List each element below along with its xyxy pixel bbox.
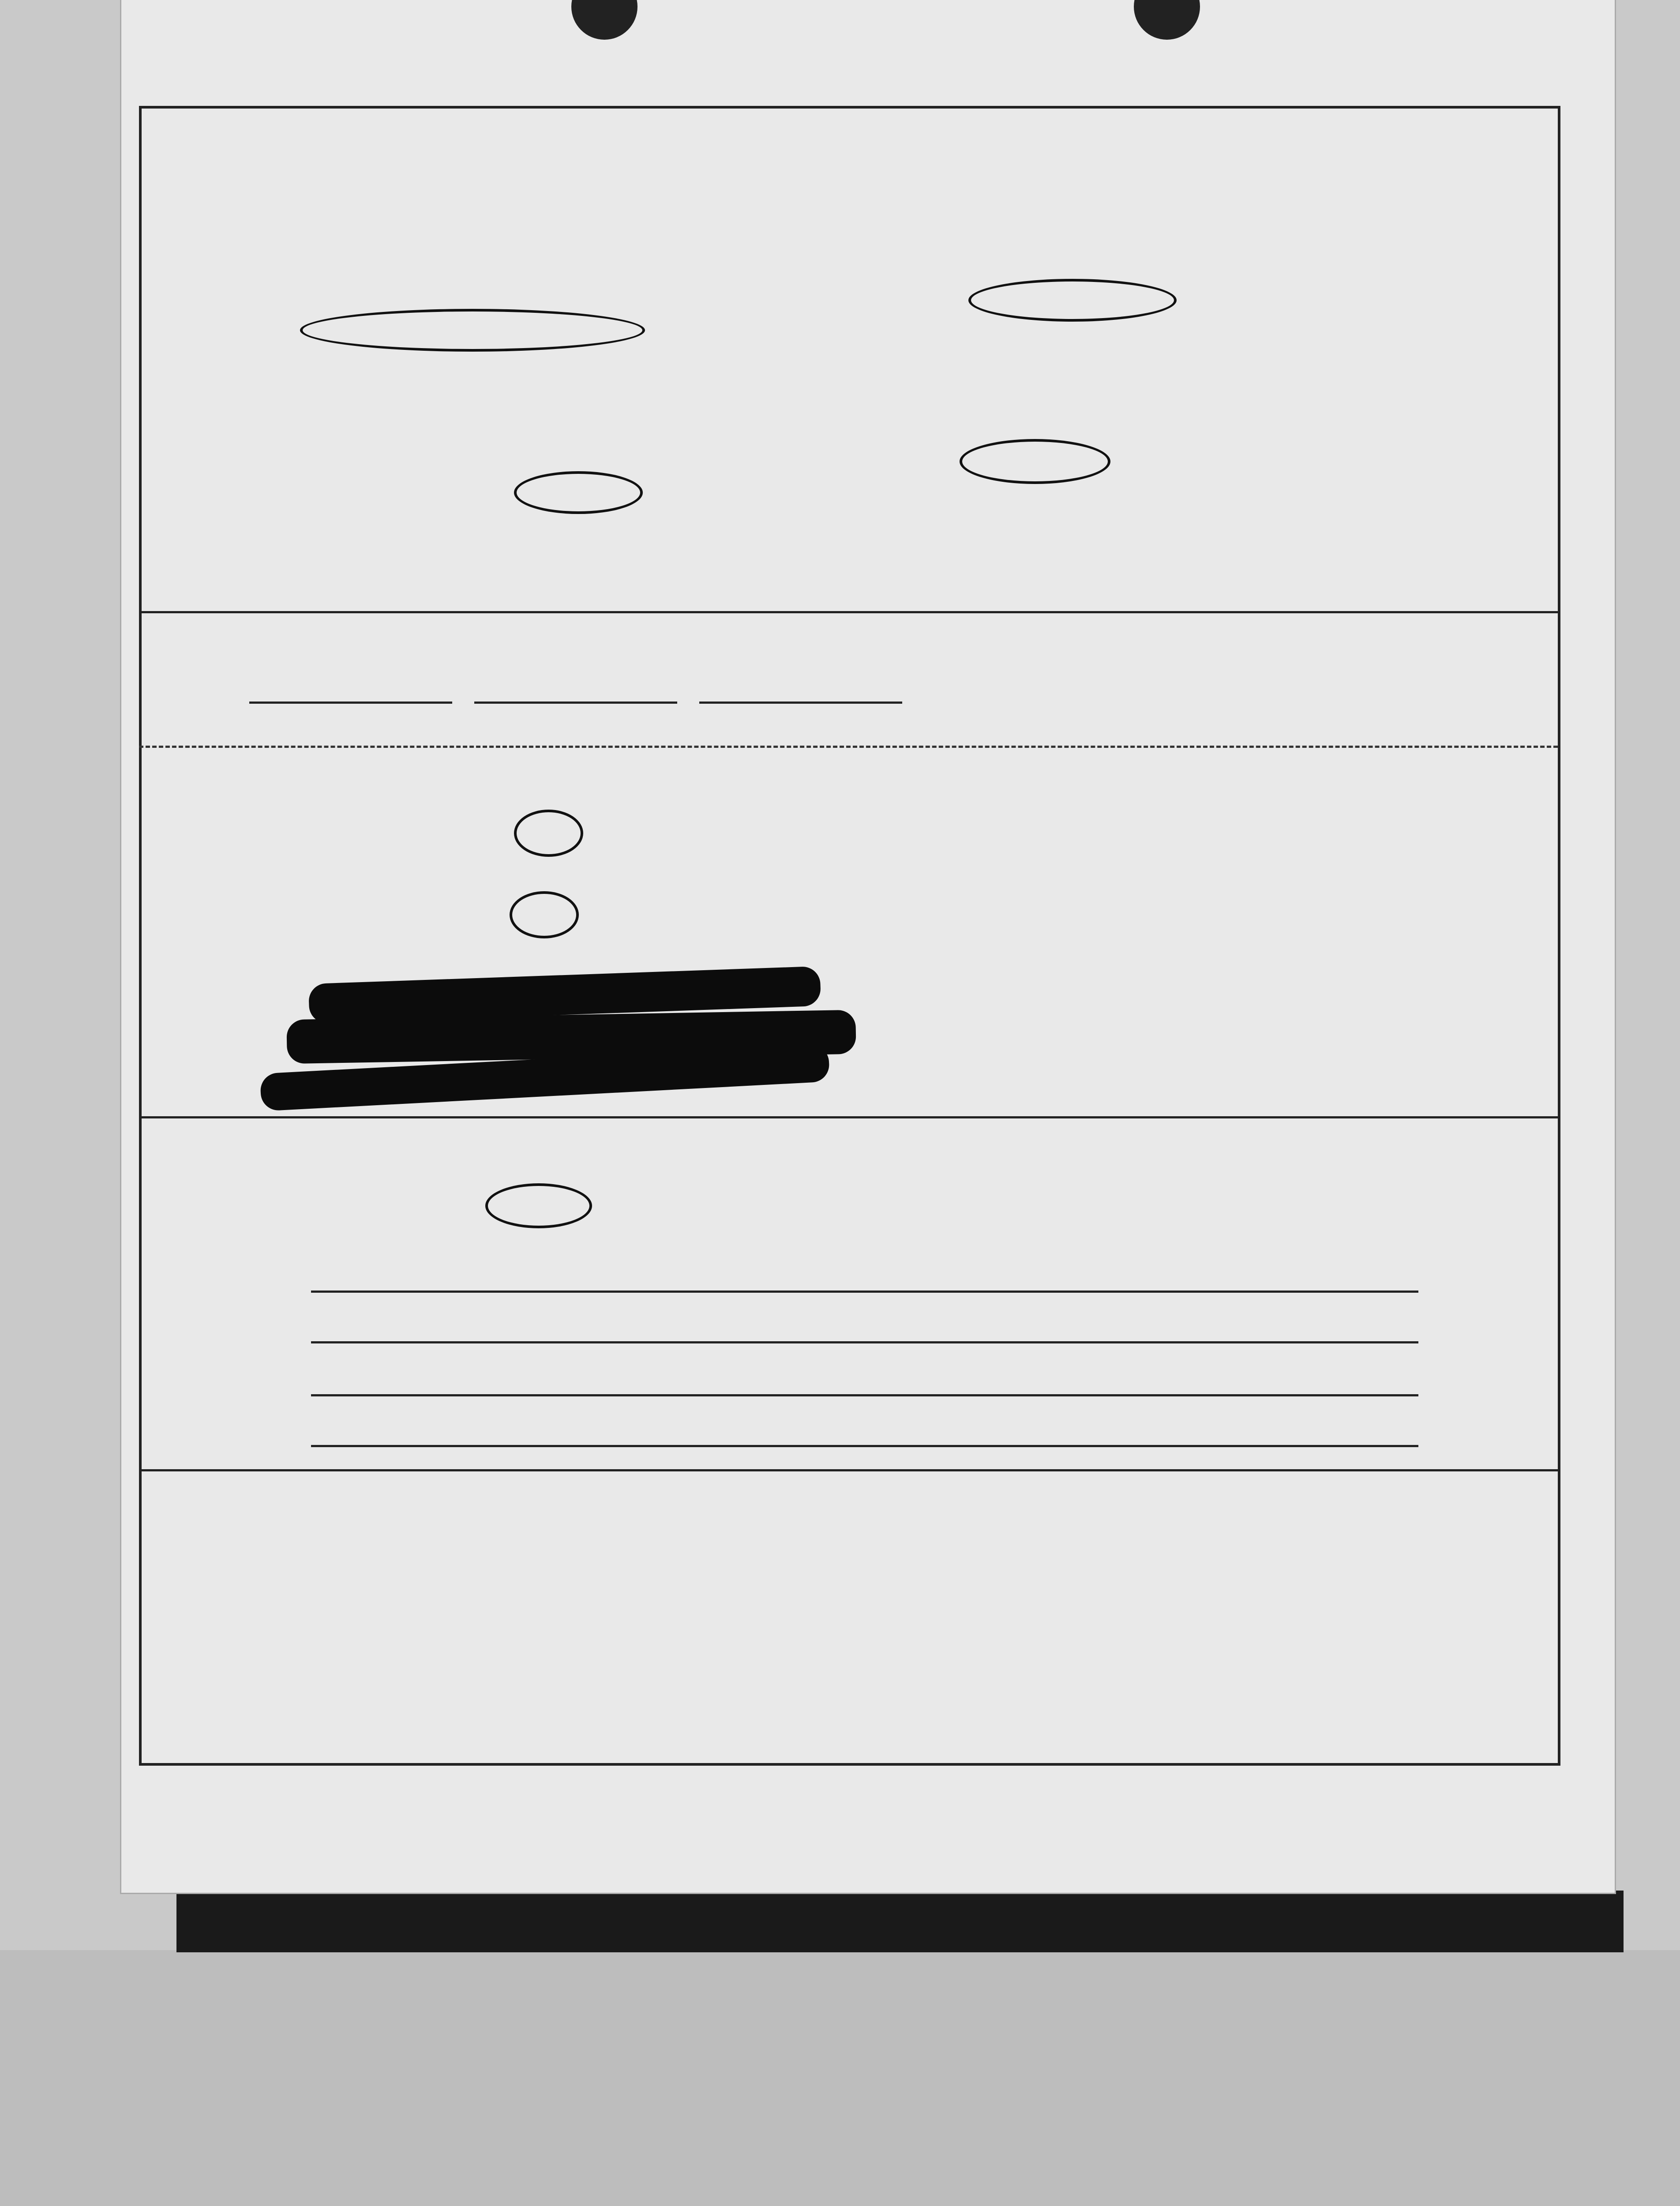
clouds-answer-circle <box>300 309 645 352</box>
weather-answer-circle <box>514 471 643 514</box>
form-frame <box>139 106 1560 1766</box>
q37-answer-circle <box>485 1183 592 1228</box>
q36-1-answer-circle <box>510 891 579 938</box>
section-divider <box>139 1116 1558 1118</box>
year-line <box>699 702 902 704</box>
punch-hole <box>571 0 638 40</box>
temp-answer-circle <box>960 439 1110 484</box>
underlying-sheet <box>0 1950 1680 2206</box>
answer-line <box>311 1291 1418 1293</box>
q36-answer-circle <box>514 810 583 857</box>
answer-line <box>311 1394 1418 1396</box>
month-line <box>474 702 677 704</box>
wind-answer-circle <box>968 279 1177 322</box>
section-divider <box>139 1469 1558 1471</box>
answer-line <box>311 1445 1418 1447</box>
punch-hole <box>1134 0 1200 40</box>
day-line <box>249 702 452 704</box>
page-edge-shadow <box>176 1891 1624 1952</box>
answer-line <box>311 1341 1418 1343</box>
section-divider <box>139 611 1558 613</box>
section-divider <box>139 746 1558 748</box>
